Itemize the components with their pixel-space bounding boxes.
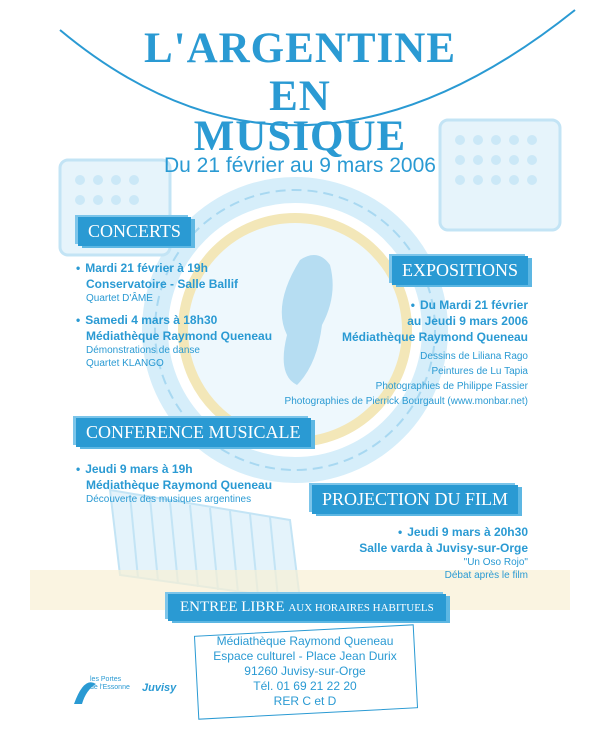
concert-1-date: • Mardi 21 février à 19h [76,260,238,276]
expo-line-1: Dessins de Liliana Rago [420,351,528,362]
conference-date: • Jeudi 9 mars à 19h [76,461,272,477]
expo-line-3: Photographies de Philippe Fassier [375,381,528,392]
conference-banner: CONFERENCE MUSICALE [76,418,311,447]
title-line-1: L'ARGENTINE [143,25,457,72]
expo-date-1: • Du Mardi 21 février [285,297,528,313]
concert-1-detail: Quartet D'ÂME [86,293,153,304]
concert-2-date: • Samedi 4 mars à 18h30 [76,312,272,328]
concert-2 [76,312,272,370]
projection-film: "Un Oso Rojo" [463,557,528,568]
entree-main: ENTREE LIBRE [180,599,285,615]
concerts-banner: CONCERTS [78,217,191,246]
expositions-info [285,297,528,409]
expo-date-2: au Jeudi 9 mars 2006 [407,314,528,328]
conference-venue: Médiathèque Raymond Queneau [86,478,273,492]
concert-2-venue: Médiathèque Raymond Queneau [86,329,273,343]
portes-essonne-label-2: de l'Essonne [90,684,130,691]
address-line-2: Espace culturel - Place Jean Durix [213,649,397,663]
expo-venue: Médiathèque Raymond Queneau [341,330,528,344]
expo-line-2: Peintures de Lu Tapia [431,366,528,377]
concert-2-detail-2: Quartet KLANGO [86,358,164,369]
projection-detail: Débat après le film [444,570,528,581]
title-line-2: EN [269,73,331,120]
address-line-1: Médiathèque Raymond Queneau [216,634,394,648]
expo-line-4: Photographies de Pierrick Bourgault (www.monbar.net) [284,396,528,407]
concert-2-detail-1: Démonstrations de danse [86,345,200,356]
projection-banner: PROJECTION DU FILM [312,485,518,514]
title-line-3: MUSIQUE [193,113,407,160]
portes-essonne-label [90,676,130,692]
event-dates: Du 21 février au 9 mars 2006 [164,154,436,177]
expositions-banner: EXPOSITIONS [392,256,528,285]
conference-detail: Découverte des musiques argentines [86,494,252,505]
projection-venue: Salle varda à Juvisy-sur-Orge [359,541,528,555]
concert-1-venue: Conservatoire - Salle Ballif [86,277,239,291]
conference-info [76,461,272,506]
concert-1 [76,260,238,305]
address-line-4: Tél. 01 69 21 22 20 [253,679,357,693]
projection-date: • Jeudi 9 mars à 20h30 [359,524,528,540]
projection-info [359,524,528,582]
portes-essonne-label-1: les Portes [90,676,122,683]
address-line-5: RER C et D [273,694,337,708]
address-line-3: 91260 Juvisy-sur-Orge [244,664,366,678]
entree-small: AUX HORAIRES HABITUELS [288,602,434,614]
entree-banner [168,594,446,621]
address-block [196,634,414,709]
juvisy-logo: Juvisy [142,682,177,694]
